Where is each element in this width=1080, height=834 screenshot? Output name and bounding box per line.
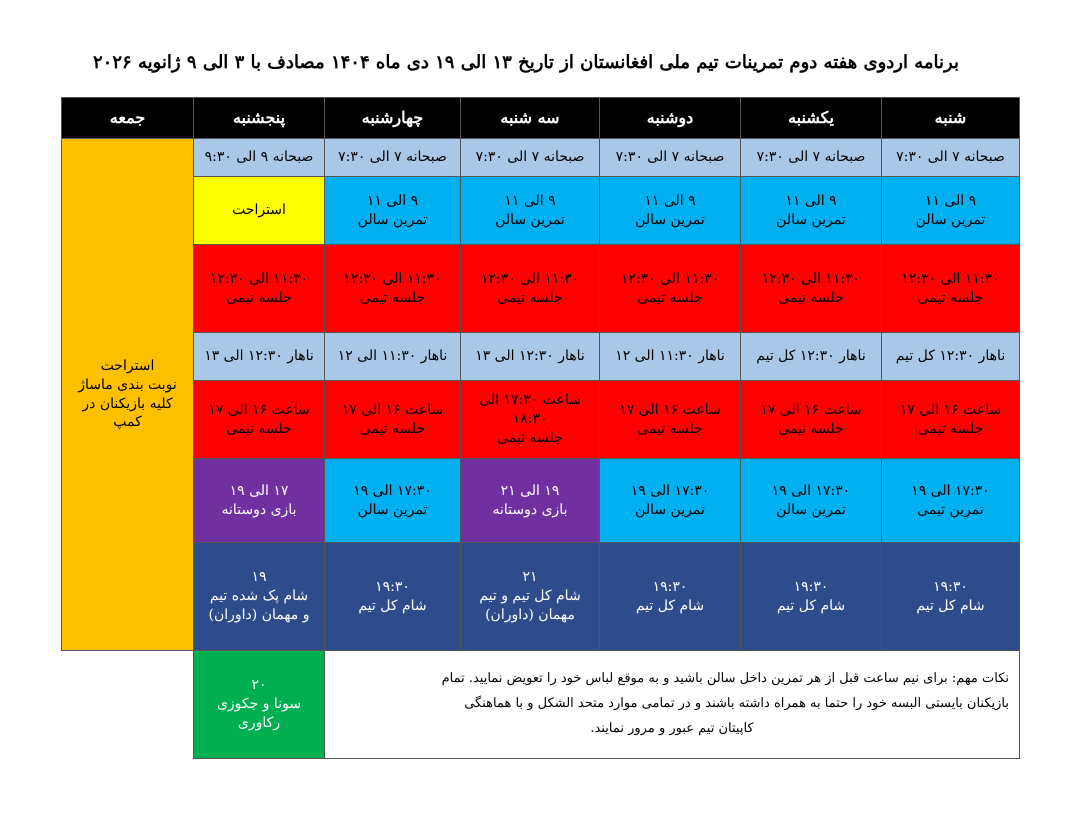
dinner-cell	[194, 543, 325, 651]
cell-label: شام کل تیم	[776, 597, 846, 614]
team-meeting-cell	[741, 381, 882, 459]
cell-time: ۱۱:۳۰ الی ۱۲:۳۰	[620, 270, 720, 287]
page-title: برنامه اردوی هفته دوم تمرینات تیم ملی افغانستان از تاریخ ۱۳ الی ۱۹ دی ماه ۱۴۰۴ مصادف با ۳ الی ۹ ژانویه ۲۰۲۶	[93, 52, 959, 73]
cell-label: بازی دوستانه	[221, 501, 297, 518]
lunch-cell: ناهار ۱۱:۳۰ الی ۱۲	[325, 333, 461, 381]
lunch-cell: ناهار ۱۱:۳۰ الی ۱۲	[600, 333, 741, 381]
lunch-cell: ناهار ۱۲:۳۰ الی ۱۳	[194, 333, 325, 381]
cell-label: جلسه تیمی	[359, 420, 426, 437]
dinner-row	[62, 543, 1020, 651]
day-header-tuesday: سه شنبه	[461, 98, 600, 139]
lunch-cell: ناهار ۱۲:۳۰ الی ۱۳	[461, 333, 600, 381]
salon-training-cell	[600, 459, 741, 543]
cell-label: جلسه تیمی	[637, 289, 703, 306]
friday-line: کمپ	[113, 414, 142, 431]
team-meeting-cell	[882, 381, 1020, 459]
breakfast-cell: صبحانه ۷ الی ۷:۳۰	[325, 139, 461, 177]
cell-time: ۲۱	[522, 569, 538, 586]
notes-row	[62, 651, 1020, 759]
cell-time: ساعت ۱۶ الی ۱۷	[208, 401, 310, 418]
breakfast-row	[62, 139, 1020, 177]
rest-cell	[194, 177, 325, 245]
team-meeting-cell	[600, 381, 741, 459]
cell-time: ۹ الی ۱۱	[785, 192, 837, 209]
cell-time: ۹ الی ۱۱	[504, 192, 556, 209]
team-meeting-cell	[600, 245, 741, 333]
team-meeting-cell	[461, 381, 600, 459]
cell-label: تمرین تیمی	[917, 501, 984, 518]
header-row	[62, 98, 1020, 139]
cell-label: شام پک شده تیم	[209, 588, 309, 605]
notes-line: بازیکنان بایستی البسه خود را حتما به همراه داشته باشند و در تمامی موارد متحد الشکل و با هماهنگی	[464, 696, 1009, 712]
breakfast-cell: صبحانه ۷ الی ۷:۳۰	[600, 139, 741, 177]
cell-time: ۱۷:۳۰ الی ۱۹	[630, 482, 710, 499]
cell-label: جلسه تیمی	[497, 289, 563, 306]
lunch-cell: ناهار ۱۲:۳۰ کل تیم	[882, 333, 1020, 381]
afternoon-meeting-row	[62, 381, 1020, 459]
day-header-sunday: یکشنبه	[741, 98, 882, 139]
cell-time: ۱۱:۳۰ الی ۱۲:۳۰	[480, 270, 580, 287]
cell-time: ۲۰	[251, 677, 267, 694]
cell-time: ۱۱:۳۰ الی ۱۲:۳۰	[343, 270, 442, 287]
cell-label: تمرین سالن	[776, 501, 846, 518]
dinner-cell	[325, 543, 461, 651]
cell-label: مهمان (داوران)	[485, 606, 575, 623]
cell-label: جلسه تیمی	[917, 289, 984, 306]
cell-time: ۱۷:۳۰ الی ۱۹	[353, 482, 432, 499]
team-meeting-cell	[194, 245, 325, 333]
cell-label: تمرین سالن	[915, 211, 986, 228]
cell-label: جلسه تیمی	[497, 429, 563, 446]
evening-training-row	[62, 459, 1020, 543]
cell-time: ۱۹:۳۰	[933, 578, 968, 595]
team-meeting-cell	[882, 245, 1020, 333]
cell-label: تمرین سالن	[635, 211, 705, 228]
salon-training-cell	[325, 177, 461, 245]
dinner-cell	[741, 543, 882, 651]
cell-label: شام کل تیم و تیم	[479, 588, 581, 605]
cell-time: ۹ الی ۱۱	[924, 192, 977, 209]
salon-training-cell	[882, 177, 1020, 245]
lunch-cell: ناهار ۱۲:۳۰ کل تیم	[741, 333, 882, 381]
team-meeting-cell	[325, 245, 461, 333]
schedule-table	[61, 97, 1020, 759]
day-header-friday: جمعه	[62, 98, 194, 139]
cell-label: تمرین سالن	[357, 211, 428, 228]
cell-label: جلسه تیمی	[637, 420, 703, 437]
cell-label: تمرین سالن	[776, 211, 846, 228]
team-meeting-row	[62, 245, 1020, 333]
cell-label: جلسه تیمی	[359, 289, 426, 306]
cell-time: ۱۱:۳۰ الی ۱۲:۳۰	[901, 270, 1000, 287]
cell-time: ۱۷:۳۰ الی ۱۹	[771, 482, 851, 499]
breakfast-cell: صبحانه ۹ الی ۹:۳۰	[194, 139, 325, 177]
cell-label: استراحت	[232, 202, 286, 219]
cell-time: ۱۱:۳۰ الی ۱۲:۳۰	[761, 270, 861, 287]
lunch-row	[62, 333, 1020, 381]
cell-label: و مهمان (داوران)	[208, 606, 310, 623]
friday-rest-cell	[62, 139, 194, 651]
cell-label: بازی دوستانه	[492, 501, 568, 518]
friday-line: استراحت	[100, 357, 155, 374]
day-header-thursday: پنجشنبه	[194, 98, 325, 139]
friendly-match-cell	[194, 459, 325, 543]
cell-label: تمرین سالن	[495, 211, 565, 228]
notes-line: نکات مهم: برای نیم ساعت قبل از هر تمرین داخل سالن باشید و به موقع لباس خود را تعویض نمایید. تمام	[441, 671, 1009, 687]
dinner-cell	[882, 543, 1020, 651]
cell-time: ۱۹:۳۰	[652, 578, 688, 595]
friendly-match-cell	[461, 459, 600, 543]
cell-time: ساعت ۱۶ الی ۱۷	[899, 401, 1002, 418]
cell-label: رکاوری	[237, 714, 281, 731]
breakfast-cell: صبحانه ۷ الی ۷:۳۰	[461, 139, 600, 177]
cell-time: ۱۹:۳۰	[793, 578, 829, 595]
sauna-cell	[194, 651, 325, 759]
friday-line: نوبت بندی ماساژ	[78, 376, 177, 393]
day-header-saturday: شنبه	[882, 98, 1020, 139]
day-header-monday: دوشنبه	[600, 98, 741, 139]
dinner-cell	[461, 543, 600, 651]
cell-label: شام کل تیم	[916, 597, 985, 614]
team-training-cell	[882, 459, 1020, 543]
cell-time: ساعت ۱۶ الی ۱۷	[760, 401, 862, 418]
cell-label: تمرین سالن	[357, 501, 428, 518]
cell-time: ۱۹ الی ۲۱	[500, 482, 560, 499]
cell-time: ۱۹	[251, 569, 267, 586]
breakfast-cell: صبحانه ۷ الی ۷:۳۰	[741, 139, 882, 177]
friday-line: کلیه بازیکنان در	[82, 395, 173, 412]
team-meeting-cell	[461, 245, 600, 333]
cell-label: تمرین سالن	[635, 501, 705, 518]
team-meeting-cell	[741, 245, 882, 333]
important-notes	[325, 651, 1020, 759]
cell-label: جلسه تیمی	[778, 289, 844, 306]
cell-time: ۱۹:۳۰	[375, 578, 410, 595]
cell-label: سونا و جکوزی	[216, 696, 302, 713]
morning-training-row	[62, 177, 1020, 245]
salon-training-cell	[741, 459, 882, 543]
dinner-cell	[600, 543, 741, 651]
cell-label: جلسه تیمی	[917, 420, 984, 437]
cell-time: ساعت ۱۶ الی ۱۷	[341, 401, 444, 418]
day-header-wednesday: چهارشنبه	[325, 98, 461, 139]
notes-line: کاپیتان تیم عبور و مرور نمایند.	[590, 720, 754, 736]
cell-label: جلسه تیمی	[778, 420, 844, 437]
salon-training-cell	[461, 177, 600, 245]
cell-time: ۱۷:۳۰ الی ۱۹	[911, 482, 990, 499]
cell-time: ۱۷ الی ۱۹	[229, 482, 289, 499]
salon-training-cell	[600, 177, 741, 245]
cell-time: ساعت ۱۶ الی ۱۷	[619, 401, 721, 418]
cell-time: ۹ الی ۱۱	[644, 192, 696, 209]
cell-time: ساعت ۱۷:۳۰ الی ۱۸:۳۰	[479, 392, 581, 428]
breakfast-cell: صبحانه ۷ الی ۷:۳۰	[882, 139, 1020, 177]
cell-time: ۱۱:۳۰ الی ۱۲:۳۰	[209, 270, 309, 287]
team-meeting-cell	[325, 381, 461, 459]
cell-label: شام کل تیم	[358, 597, 427, 614]
cell-label: جلسه تیمی	[226, 420, 292, 437]
cell-label: شام کل تیم	[635, 597, 705, 614]
cell-label: جلسه تیمی	[226, 289, 292, 306]
cell-time: ۹ الی ۱۱	[366, 192, 419, 209]
team-meeting-cell	[194, 381, 325, 459]
salon-training-cell	[325, 459, 461, 543]
salon-training-cell	[741, 177, 882, 245]
